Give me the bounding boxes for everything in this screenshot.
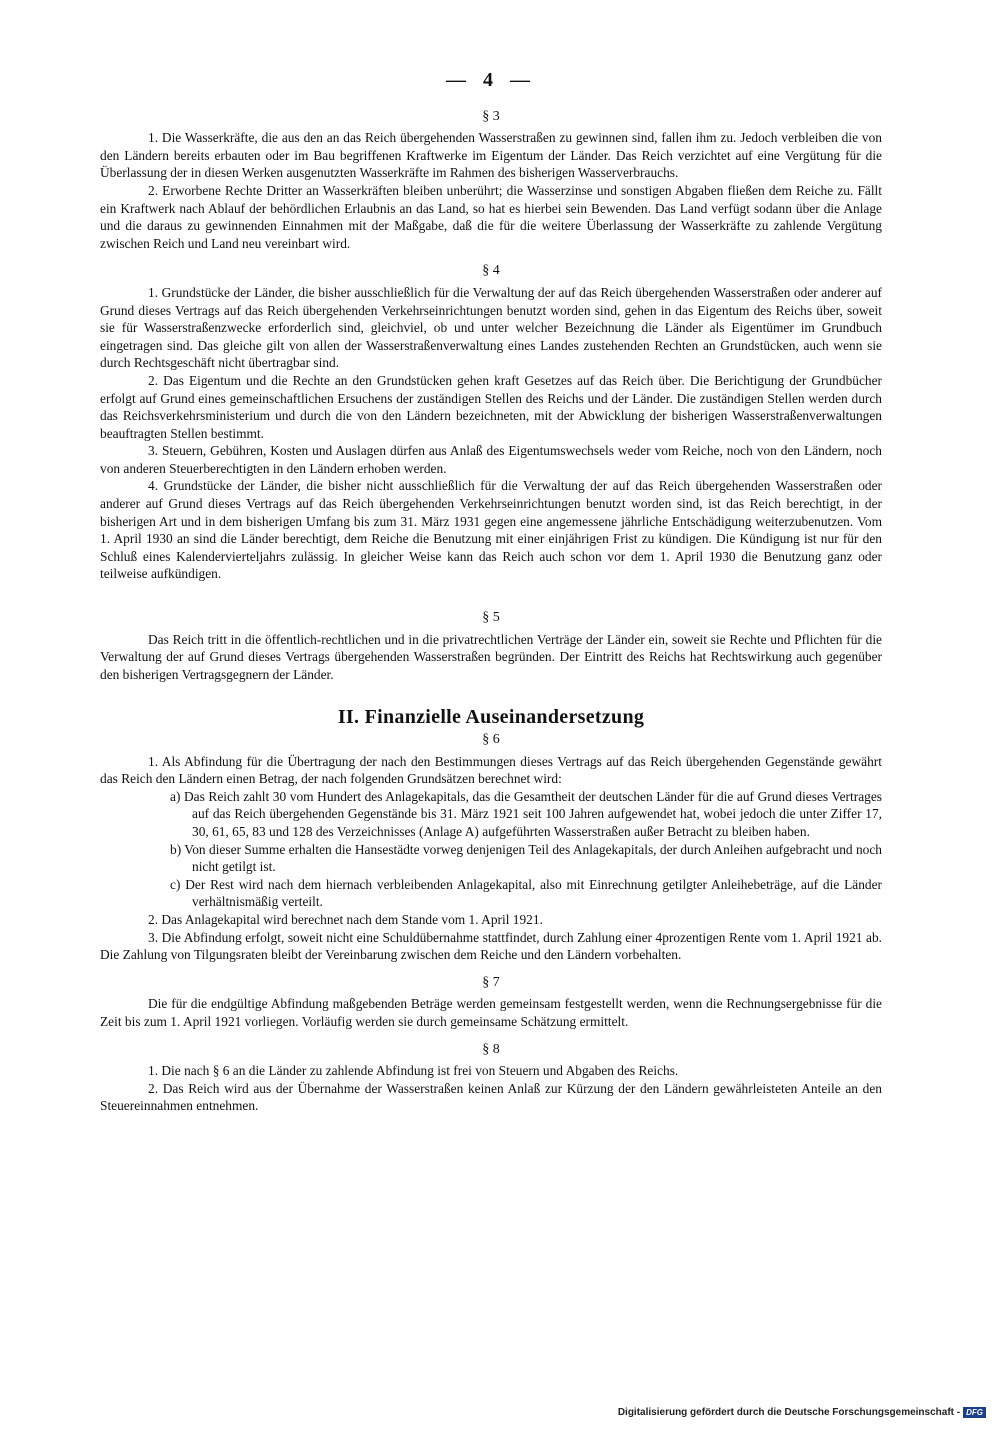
digitization-credit-text: Digitalisierung gefördert durch die Deutsche Forschungsgemeinschaft - — [617, 1407, 961, 1418]
document-page — [100, 69, 882, 1115]
section-7-title: § 7 — [482, 974, 500, 990]
section-8-paragraph-2: 2. Das Reich wird aus der Übernahme der Wasserstraßen keinen Anlaß zur Kürzung der den Ländern gewährleisteten Anteile an den Steuereinnahmen entnehmen. — [100, 1080, 882, 1114]
section-3-paragraph-2: 2. Erworbene Rechte Dritter an Wasserkräften bleiben unberührt; die Wasserzinse und sonstigen Abgaben fließen dem Reiche zu. Fällt ein Kraftwerk nach Ablauf der behördlichen Erlaubnis an das Land, so hat es hierbei sein Bewenden. Das Land verfügt sodann über die Anlage und die daraus zu gewinnenden Einnahmen mit der Maßgabe, daß die für die weitere Überlassung der Wasserkräfte zu zahlende Vergütung zwischen Reich und Land neu vereinbart wird. — [100, 182, 882, 251]
section-5-title: § 5 — [482, 610, 500, 626]
section-6-item-a: a) Das Reich zahlt 30 vom Hundert des Anlagekapitals, das die Gesamtheit der deutschen Länder für die auf Grund dieses Vertrages auf das Reich übergehenden Gegenstände bis 31. März 1921 seit 100 Jahren aufgewendet hat, wobei jedoch die unter Ziffer 17, 30, 61, 65, 83 und 128 des Verzeichnisses (Anlage A) aufgeführten Wasserstraßen außer Betracht zu bleiben haben. — [170, 788, 882, 839]
section-4-paragraph-4: 4. Grundstücke der Länder, die bisher nicht ausschließlich für die Verwaltung der auf das Reich übergehenden Wasserstraßen oder anderer auf Grund dieses Vertrags auf das Reich übergehenden Verkehrseinrichtungen benutzt worden sind, ist das Reich berechtigt, in der bisherigen Art und in dem bisherigen Umfang bis zum 31. März 1931 gegen eine angemessene jährliche Entschädigung weiterzubenutzen. Vom 1. April 1930 an sind die Länder berechtigt, dem Reiche die Benutzung mit einer einjährigen Frist zu kündigen. Die Kündigung ist nur für den Schluß eines Kalendervierteljahrs zulässig. In gleicher Weise kann das Reich auch schon vor dem 1. April 1930 die Benutzung ganz oder teilweise aufkündigen. — [100, 478, 882, 582]
section-3-paragraph-1: 1. Die Wasserkräfte, die aus den an das Reich übergehenden Wasserstraßen zu gewinnen sind, fallen ihm zu. Jedoch verbleiben die von den Ländern bereits erbauten oder im Bau begriffenen Kraftwerke im Eigentum der Länder. Das Reich verzichtet auf eine Vergütung für die Überlassung der in diesen Werken ausgenutzten Wasserkräfte im Rahmen des bisherigen Wasserverbrauchs. — [100, 130, 882, 181]
section-6-item-b: b) Von dieser Summe erhalten die Hansestädte vorweg denjenigen Teil des Anlagekapitals, der durch Anleihen aufgebracht und noch nicht getilgt ist. — [170, 841, 882, 875]
section-4-paragraph-1: 1. Grundstücke der Länder, die bisher ausschließlich für die Verwaltung der auf das Reich übergehenden Wasserstraßen oder anderer auf Grund dieses Vertrags auf das Reich übergehenden Verkehrseinrichtungen benutzt worden sind, gehen in das Eigentum des Reichs über, soweit sie für Wasserstraßenzwecke erforderlich sind, gleichviel, ob und unter welcher Bezeichnung die Länder als Eigentümer im Grundbuch eingetragen sind. Das gleiche gilt von allen der Wasserstraßenverwaltung eines Landes zustehenden Rechten an Grundstücken, auch wenn sie durch Rechtsgeschäft nicht übertragbar sind. — [100, 284, 882, 371]
part-2-heading: II. Finanzielle Auseinandersetzung — [337, 706, 645, 729]
section-8-paragraph-1: 1. Die nach § 6 an die Länder zu zahlende Abfindung ist frei von Steuern und Abgaben des Reichs. — [148, 1063, 679, 1079]
section-4-title: § 4 — [482, 263, 500, 279]
section-6-paragraph-3: 3. Die Abfindung erfolgt, soweit nicht eine Schuldübernahme stattfindet, durch Zahlung einer 4prozentigen Rente vom 1. April 1921 ab. Die Zahlung von Tilgungsraten bleibt der Vereinbarung zwischen dem Reiche und den Ländern vorbehalten. — [100, 929, 882, 963]
section-4-paragraph-2: 2. Das Eigentum und die Rechte an den Grundstücken gehen kraft Gesetzes auf das Reich über. Die Berichtigung der Grundbücher erfolgt auf Grund eines gemeinschaftlichen Ersuchens der zuständigen Stellen des Reichs und der Länder. Die zuständigen Stellen werden durch das Reichsverkehrsministerium und durch die von den Ländern bezeichneten, mit der Abwicklung der bisherigen Wasserstraßenverwaltungen beauftragten Stellen bestimmt. — [100, 372, 882, 441]
section-6-paragraph-2: 2. Das Anlagekapital wird berechnet nach dem Stande vom 1. April 1921. — [148, 911, 543, 927]
section-6-paragraph-1: 1. Als Abfindung für die Übertragung der nach den Bestimmungen dieses Vertrags auf das Reich übergehenden Gegenstände gewährt das Reich den Ländern einen Betrag, der nach folgenden Grundsätzen berechnet wird: — [100, 753, 882, 787]
section-7-paragraph-1: Die für die endgültige Abfindung maßgebenden Beträge werden gemeinsam festgestellt werden, wenn die Rechnungsergebnisse für die Zeit bis zum 1. April 1921 vorliegen. Vorläufig werden sie durch gemeinsame Schätzung ermittelt. — [100, 996, 882, 1029]
section-5-paragraph-1: Das Reich tritt in die öffentlich-rechtlichen und in die privatrechtlichen Verträge der Länder ein, soweit sie Rechte und Pflichten für die Verwaltung der auf Grund dieses Vertrags übergehenden Wasserstraßen begründen. Der Eintritt des Reichs hat Rechtswirkung auch gegenüber den bisherigen Vertragsgegnern der Länder. — [100, 631, 882, 682]
digitization-credit — [618, 1407, 986, 1418]
dfg-logo: DFG — [963, 1407, 986, 1418]
section-6-item-c: c) Der Rest wird nach dem hiernach verbleibenden Anlagekapital, also mit Einrechnung getilgter Anleihebeträge, auf die Länder verhältnismäßig verteilt. — [170, 876, 882, 910]
page-number: — 4 — — [446, 69, 536, 91]
section-8-title: § 8 — [482, 1041, 500, 1057]
section-3-title: § 3 — [482, 108, 500, 124]
section-4-paragraph-3: 3. Steuern, Gebühren, Kosten und Auslagen dürfen aus Anlaß des Eigentumswechsels weder vom Reiche, noch von den Ländern, noch von anderen Steuerberechtigten in den Ländern erhoben werden. — [100, 443, 882, 476]
section-6-title: § 6 — [482, 732, 500, 747]
